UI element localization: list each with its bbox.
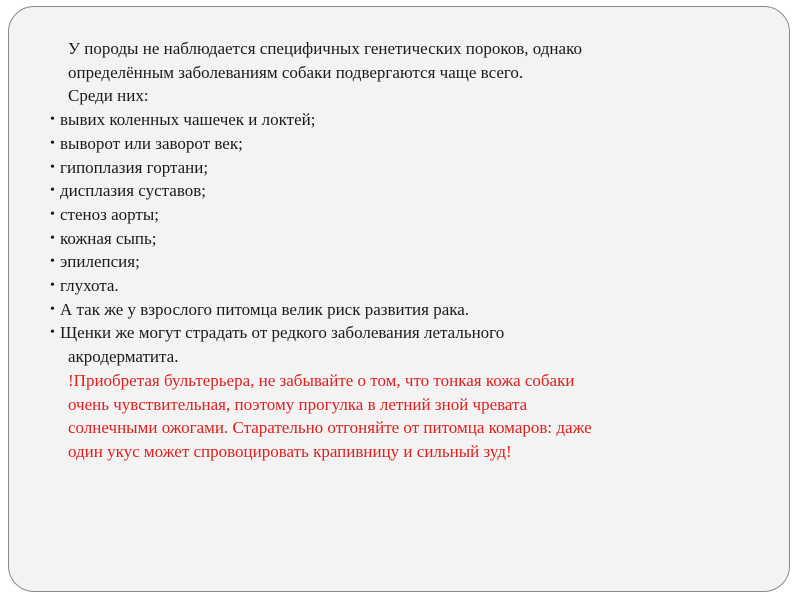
list-item: • гипоплазия гортани; [50, 156, 750, 180]
warning-line: очень чувствительная, поэтому прогулка в летний зной чревата [68, 394, 528, 414]
warning-line: один укус может спровоцировать крапивницу и сильный зуд! [68, 441, 512, 461]
warning-line: !Приобретая бультерьера, не забывайте о том, что тонкая кожа собаки [68, 370, 575, 390]
list-item-continuation: акродерматита. [68, 347, 179, 367]
disease-list [50, 108, 750, 345]
list-item: • А так же у взрослого питомца велик риск развития рака. [50, 298, 750, 322]
list-item: • выворот или заворот век; [50, 132, 750, 156]
list-item: • кожная сыпь; [50, 227, 750, 251]
intro-heading: Среди них: [68, 86, 149, 106]
list-item: • вывих коленных чашечек и локтей; [50, 108, 750, 132]
intro-line: определённым заболеваниям собаки подвергаются чаще всего. [68, 62, 524, 82]
list-item: • дисплазия суставов; [50, 179, 750, 203]
list-item: • эпилепсия; [50, 250, 750, 274]
list-item: • Щенки же могут страдать от редкого заболевания летального [50, 321, 750, 345]
slide-text [50, 37, 750, 464]
list-item: • стеноз аорты; [50, 203, 750, 227]
intro-line: У породы не наблюдается специфичных генетических пороков, однако [68, 39, 582, 58]
list-item: • глухота. [50, 274, 750, 298]
warning-line: солнечными ожогами. Старательно отгоняйте от питомца комаров: даже [68, 418, 592, 438]
